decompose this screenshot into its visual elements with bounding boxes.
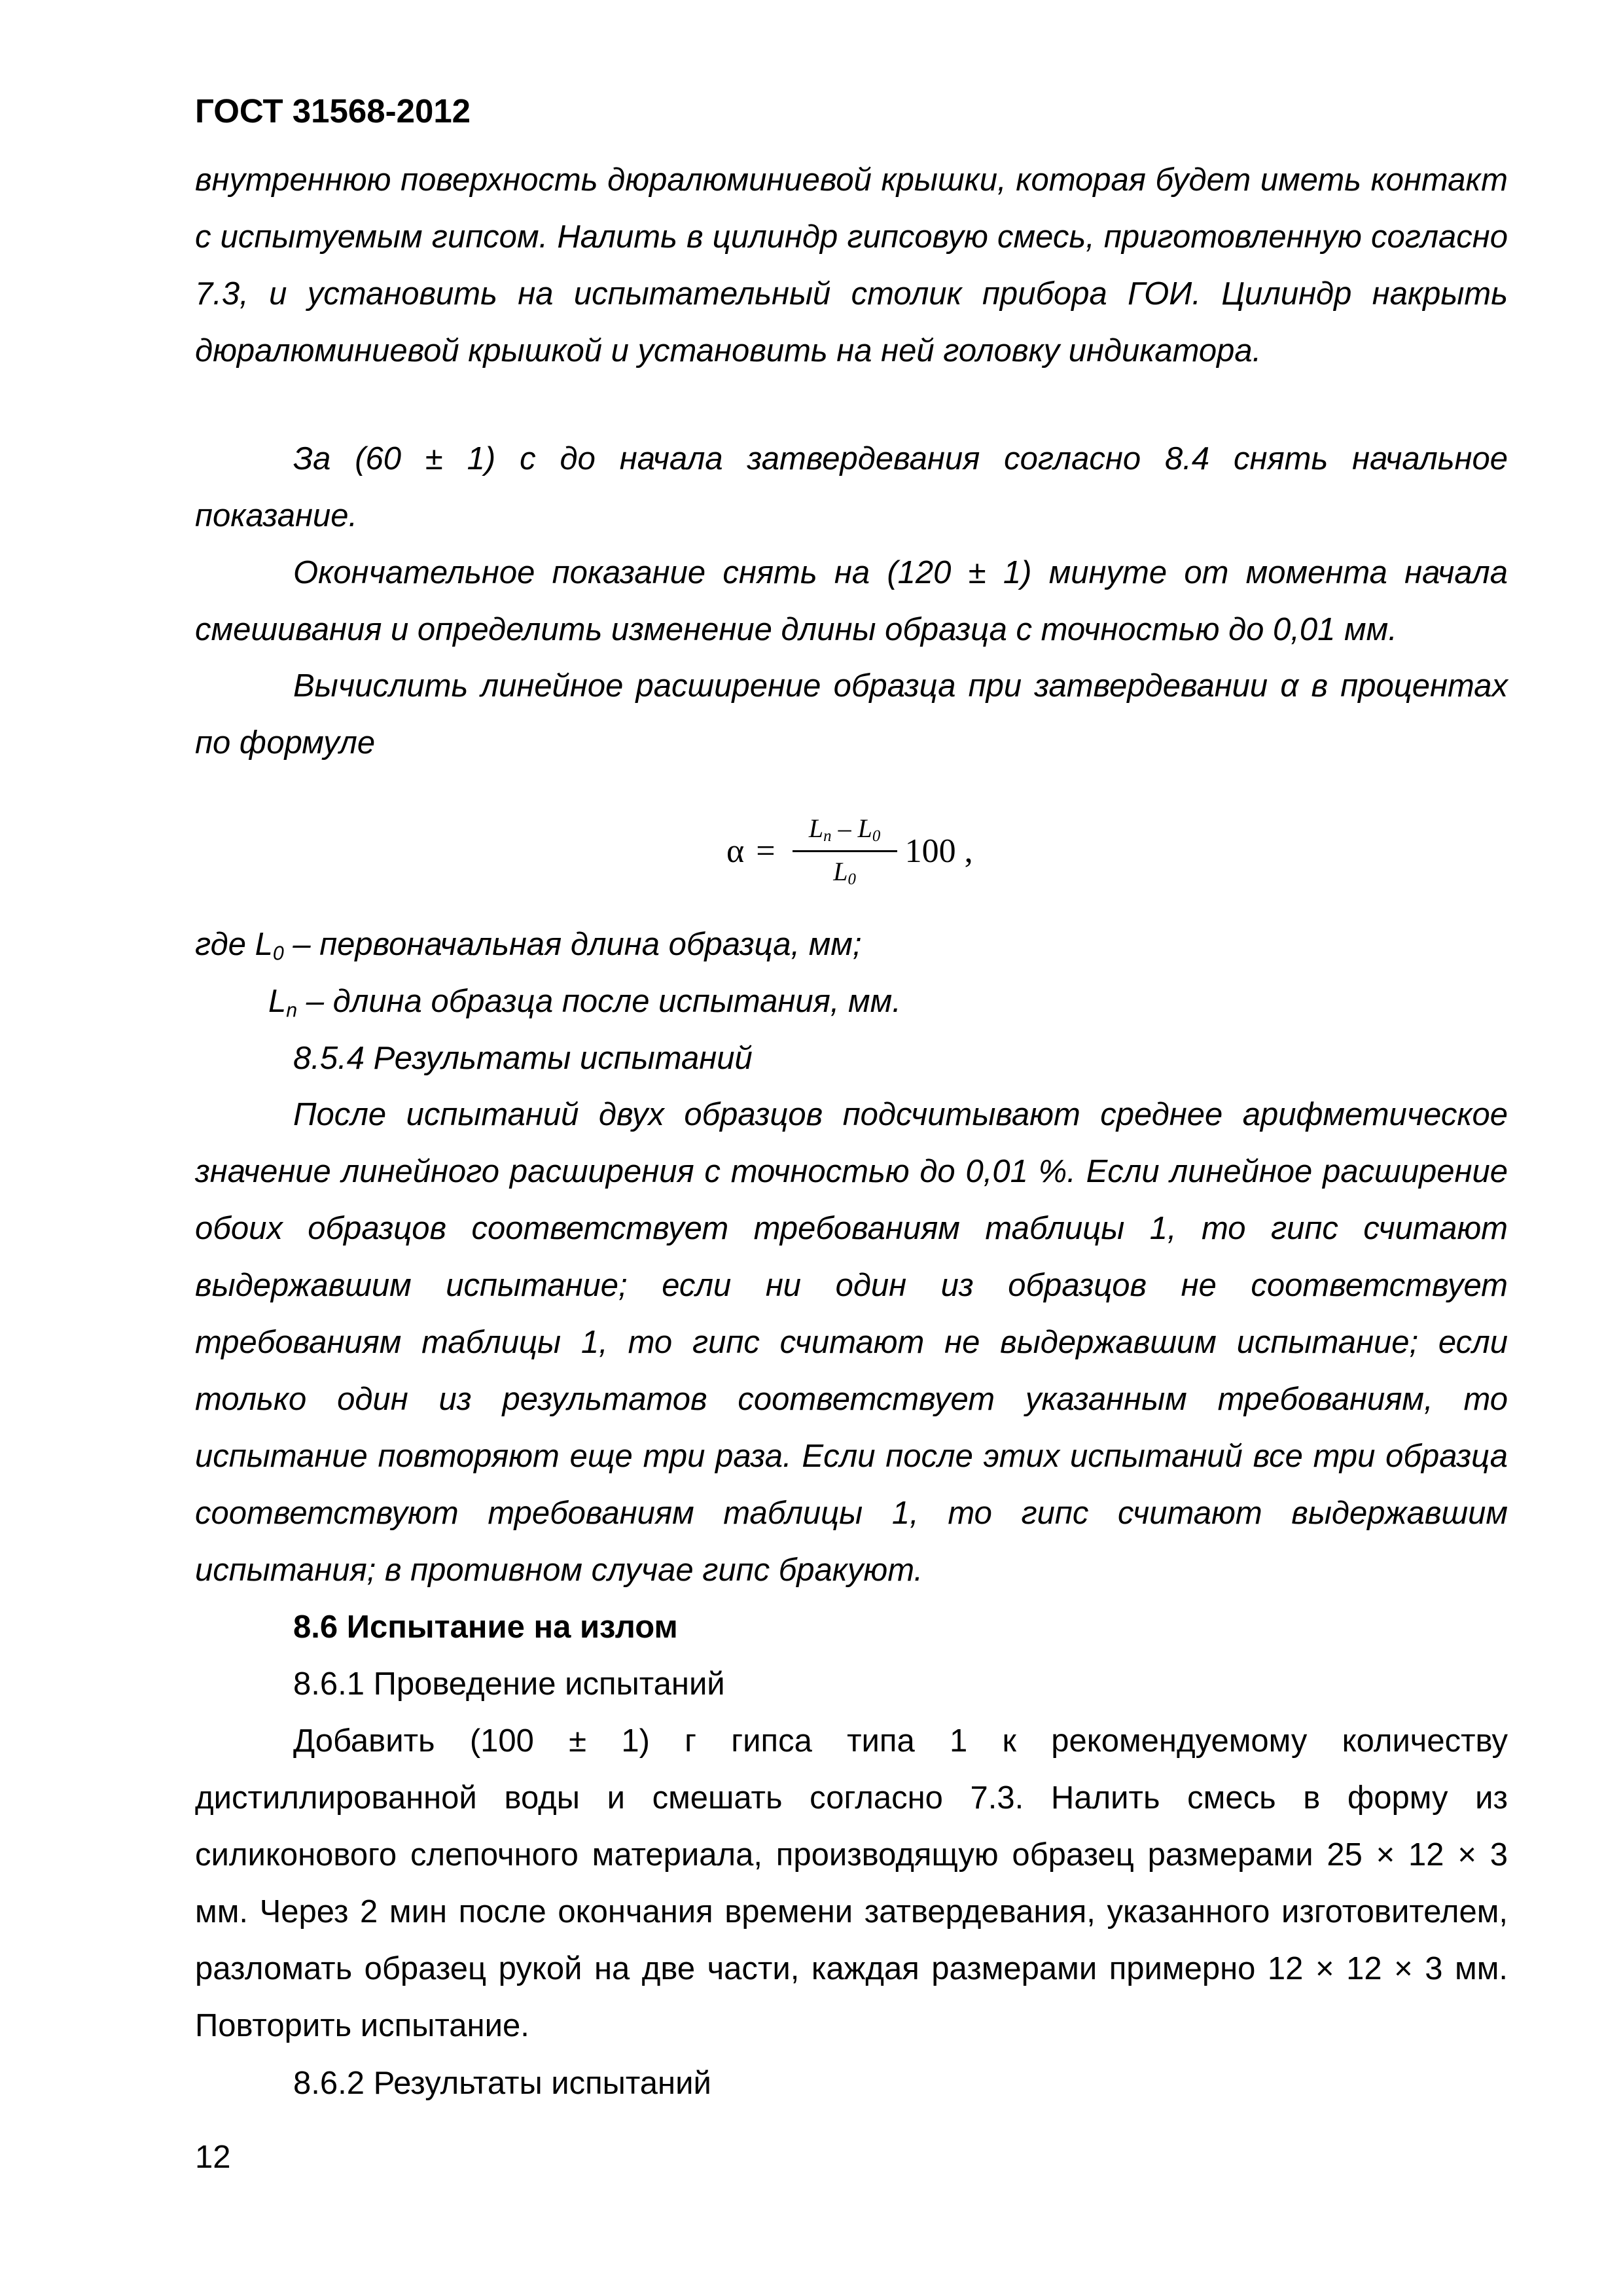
formula-equals: =	[756, 832, 776, 870]
heading-8-6-2: 8.6.2 Результаты испытаний	[293, 2066, 711, 2101]
where-ln: $L_n$ – длина образца после испытания, мм.	[268, 984, 901, 1022]
formula-fraction	[793, 813, 897, 888]
formula-numerator: $L_n - L_0$	[808, 814, 881, 846]
heading-8-6: 8.6 Испытание на излом	[293, 1609, 678, 1645]
formula-factor: 100 ,	[904, 832, 973, 870]
paragraph-final-reading: Окончательное показание снять на (120 ± 1) минуте от момента начала смешивания и определить изменение длины образца с точностью до 0,01 мм.	[195, 555, 1508, 647]
heading-8-5-4: 8.5.4 Результаты испытаний	[293, 1041, 753, 1076]
formula-denominator: $L_0$	[833, 856, 856, 888]
expansion-formula	[726, 802, 973, 900]
formula-alpha: α	[726, 832, 745, 870]
document-header: ГОСТ 31568-2012	[195, 92, 471, 130]
paragraph-continuation: внутреннюю поверхность дюралюминиевой крышки, которая будет иметь контакт с испытуемым гипсом. Налить в цилиндр гипсовую смесь, приготовленную согласно 7.3, и установить на испытательный столик прибора ГОИ. Цилиндр накрыть дюралюминиевой крышкой и установить на ней головку индикатора.	[195, 162, 1508, 368]
paragraph-results: После испытаний двух образцов подсчитывают среднее арифметическое значение линейного расширения с точностью до 0,01 %. Если линейное расширение обоих образцов соответствует требованиям таблицы 1, то гипс считают выдержавшим испытание; если ни один из образцов не соответствует требованиям таблицы 1, то гипс считают не выдержавшим испытание; если только один из результатов соответствует указанным требованиям, то испытание повторяют еще три раза. Если после этих испытаний все три образца соответствуют требованиям таблицы 1, то гипс считают выдержавшим испытания; в противном случае гипс бракуют.	[195, 1097, 1508, 1588]
paragraph-fracture-test: Добавить (100 ± 1) г гипса типа 1 к рекомендуемому количеству дистиллированной воды и смешать согласно 7.3. Налить смесь в форму из силиконового слепочного материала, производящую образец размерами 25 × 12 × 3 мм. Через 2 мин после окончания времени затвердевания, указанного изготовителем, разломать образец рукой на две части, каждая размерами примерно 12 × 12 × 3 мм. Повторить испытание.	[195, 1723, 1508, 2043]
paragraph-formula-intro: Вычислить линейное расширение образца при затвердевании α в процентах по формуле	[195, 668, 1508, 761]
page-number: 12	[195, 2140, 231, 2175]
heading-8-6-1: 8.6.1 Проведение испытаний	[293, 1666, 725, 1702]
paragraph-initial-reading: За (60 ± 1) с до начала затвердевания согласно 8.4 снять начальное показание.	[195, 441, 1508, 533]
where-l0: где $L_0$ – первоначальная длина образца, мм;	[195, 927, 862, 965]
